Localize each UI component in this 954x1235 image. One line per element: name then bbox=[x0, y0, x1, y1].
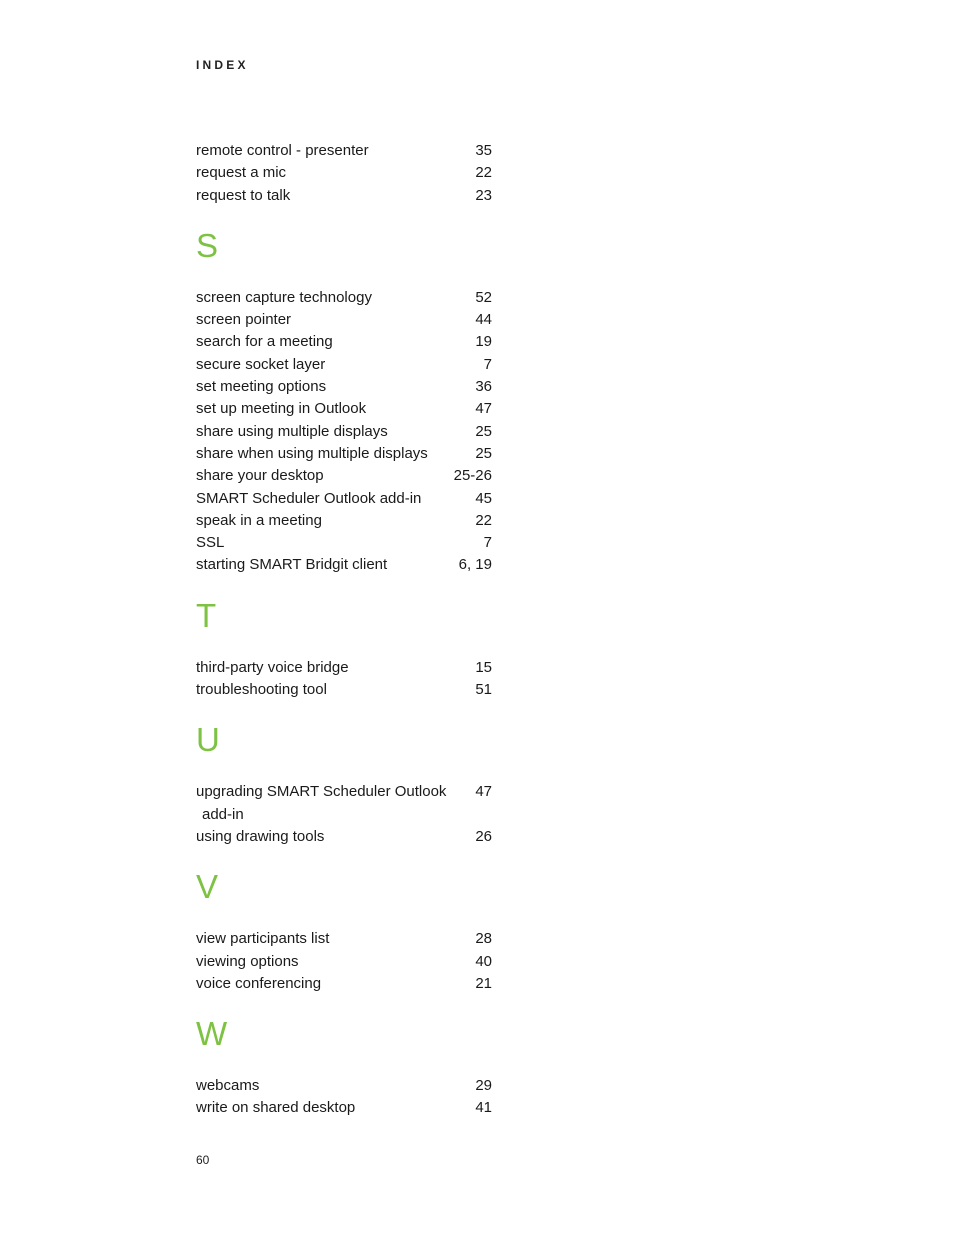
index-entry bbox=[196, 1097, 492, 1119]
index-entry bbox=[196, 488, 492, 510]
running-header: INDEX bbox=[196, 58, 249, 72]
index-entry bbox=[196, 309, 492, 331]
index-entry bbox=[196, 140, 492, 162]
index-pages: 51 bbox=[475, 681, 492, 699]
index-pages: 41 bbox=[475, 1099, 492, 1117]
section-letter: U bbox=[196, 721, 220, 759]
index-pages: 19 bbox=[475, 333, 492, 351]
index-entry bbox=[196, 554, 492, 576]
page-number: 60 bbox=[196, 1153, 210, 1167]
index-term: view participants list bbox=[196, 930, 330, 948]
index-term: share using multiple displays bbox=[196, 422, 388, 440]
index-pages: 6, 19 bbox=[458, 556, 492, 574]
index-entry bbox=[196, 162, 492, 184]
index-term: write on shared desktop bbox=[196, 1099, 356, 1117]
section-letter: W bbox=[196, 1015, 228, 1053]
index-term: screen pointer bbox=[196, 311, 292, 329]
index-entry bbox=[196, 826, 492, 848]
index-pages: 22 bbox=[475, 164, 492, 182]
section-letter: S bbox=[196, 226, 219, 264]
index-pages: 7 bbox=[483, 534, 492, 552]
index-entry bbox=[196, 973, 492, 995]
index-term: starting SMART Bridgit client bbox=[196, 556, 388, 574]
index-pages: 29 bbox=[475, 1077, 492, 1095]
index-term: using drawing tools bbox=[196, 827, 325, 845]
section-letter: T bbox=[196, 596, 217, 634]
index-pages: 45 bbox=[475, 489, 492, 507]
index-term: screen capture technology bbox=[196, 288, 372, 306]
index-term: SMART Scheduler Outlook add-in bbox=[196, 489, 422, 507]
index-pages: 47 bbox=[475, 400, 492, 418]
index-entry bbox=[196, 421, 492, 443]
index-content bbox=[196, 140, 492, 1120]
index-section-s bbox=[196, 227, 492, 577]
index-term: remote control - presenter bbox=[196, 142, 369, 159]
index-term: third-party voice bridge bbox=[196, 658, 349, 676]
index-pages: 26 bbox=[475, 827, 492, 845]
index-term bbox=[196, 781, 475, 826]
index-entry bbox=[196, 465, 492, 487]
index-entry bbox=[196, 287, 492, 309]
index-pages: 44 bbox=[475, 311, 492, 329]
index-entry bbox=[196, 951, 492, 973]
index-section-v bbox=[196, 868, 492, 995]
index-term: SSL bbox=[196, 534, 225, 552]
index-entry bbox=[196, 443, 492, 465]
index-entry bbox=[196, 679, 492, 701]
index-entry bbox=[196, 185, 492, 207]
index-entry bbox=[196, 354, 492, 376]
index-continued-entries bbox=[196, 140, 492, 207]
index-section-w bbox=[196, 1015, 492, 1120]
index-pages: 28 bbox=[475, 930, 492, 948]
index-pages: 52 bbox=[475, 288, 492, 306]
index-pages: 47 bbox=[475, 783, 492, 801]
index-term: viewing options bbox=[196, 952, 299, 970]
index-pages: 22 bbox=[475, 511, 492, 529]
index-term: share when using multiple displays bbox=[196, 444, 428, 462]
index-entry bbox=[196, 376, 492, 398]
index-entry bbox=[196, 398, 492, 420]
index-pages: 25 bbox=[475, 444, 492, 462]
index-term: set up meeting in Outlook bbox=[196, 400, 367, 418]
index-pages: 7 bbox=[483, 355, 492, 373]
index-section-t bbox=[196, 597, 492, 702]
index-pages: 23 bbox=[475, 186, 492, 204]
index-pages: 36 bbox=[475, 378, 492, 396]
index-pages: 25-26 bbox=[453, 467, 492, 485]
index-pages: 25 bbox=[475, 422, 492, 440]
index-entry bbox=[196, 928, 492, 950]
index-term-line: upgrading SMART Scheduler Outlook bbox=[196, 783, 447, 801]
index-pages: 35 bbox=[475, 142, 492, 159]
index-term: voice conferencing bbox=[196, 974, 322, 992]
index-term: secure socket layer bbox=[196, 355, 326, 373]
index-pages: 15 bbox=[475, 658, 492, 676]
index-term-continuation: add-in bbox=[202, 805, 244, 823]
index-entry bbox=[196, 657, 492, 679]
index-term: search for a meeting bbox=[196, 333, 333, 351]
index-entry bbox=[196, 532, 492, 554]
index-entry bbox=[196, 1075, 492, 1097]
index-term: request to talk bbox=[196, 186, 291, 204]
index-term: troubleshooting tool bbox=[196, 681, 327, 699]
index-entry bbox=[196, 510, 492, 532]
index-entry bbox=[196, 331, 492, 353]
index-term: speak in a meeting bbox=[196, 511, 322, 529]
section-letter: V bbox=[196, 868, 219, 906]
index-section-u bbox=[196, 721, 492, 848]
index-term: set meeting options bbox=[196, 378, 327, 396]
index-pages: 21 bbox=[475, 974, 492, 992]
index-term: share your desktop bbox=[196, 467, 324, 485]
index-pages: 40 bbox=[475, 952, 492, 970]
index-entry bbox=[196, 781, 492, 826]
index-term: webcams bbox=[196, 1077, 260, 1095]
index-term: request a mic bbox=[196, 164, 287, 182]
